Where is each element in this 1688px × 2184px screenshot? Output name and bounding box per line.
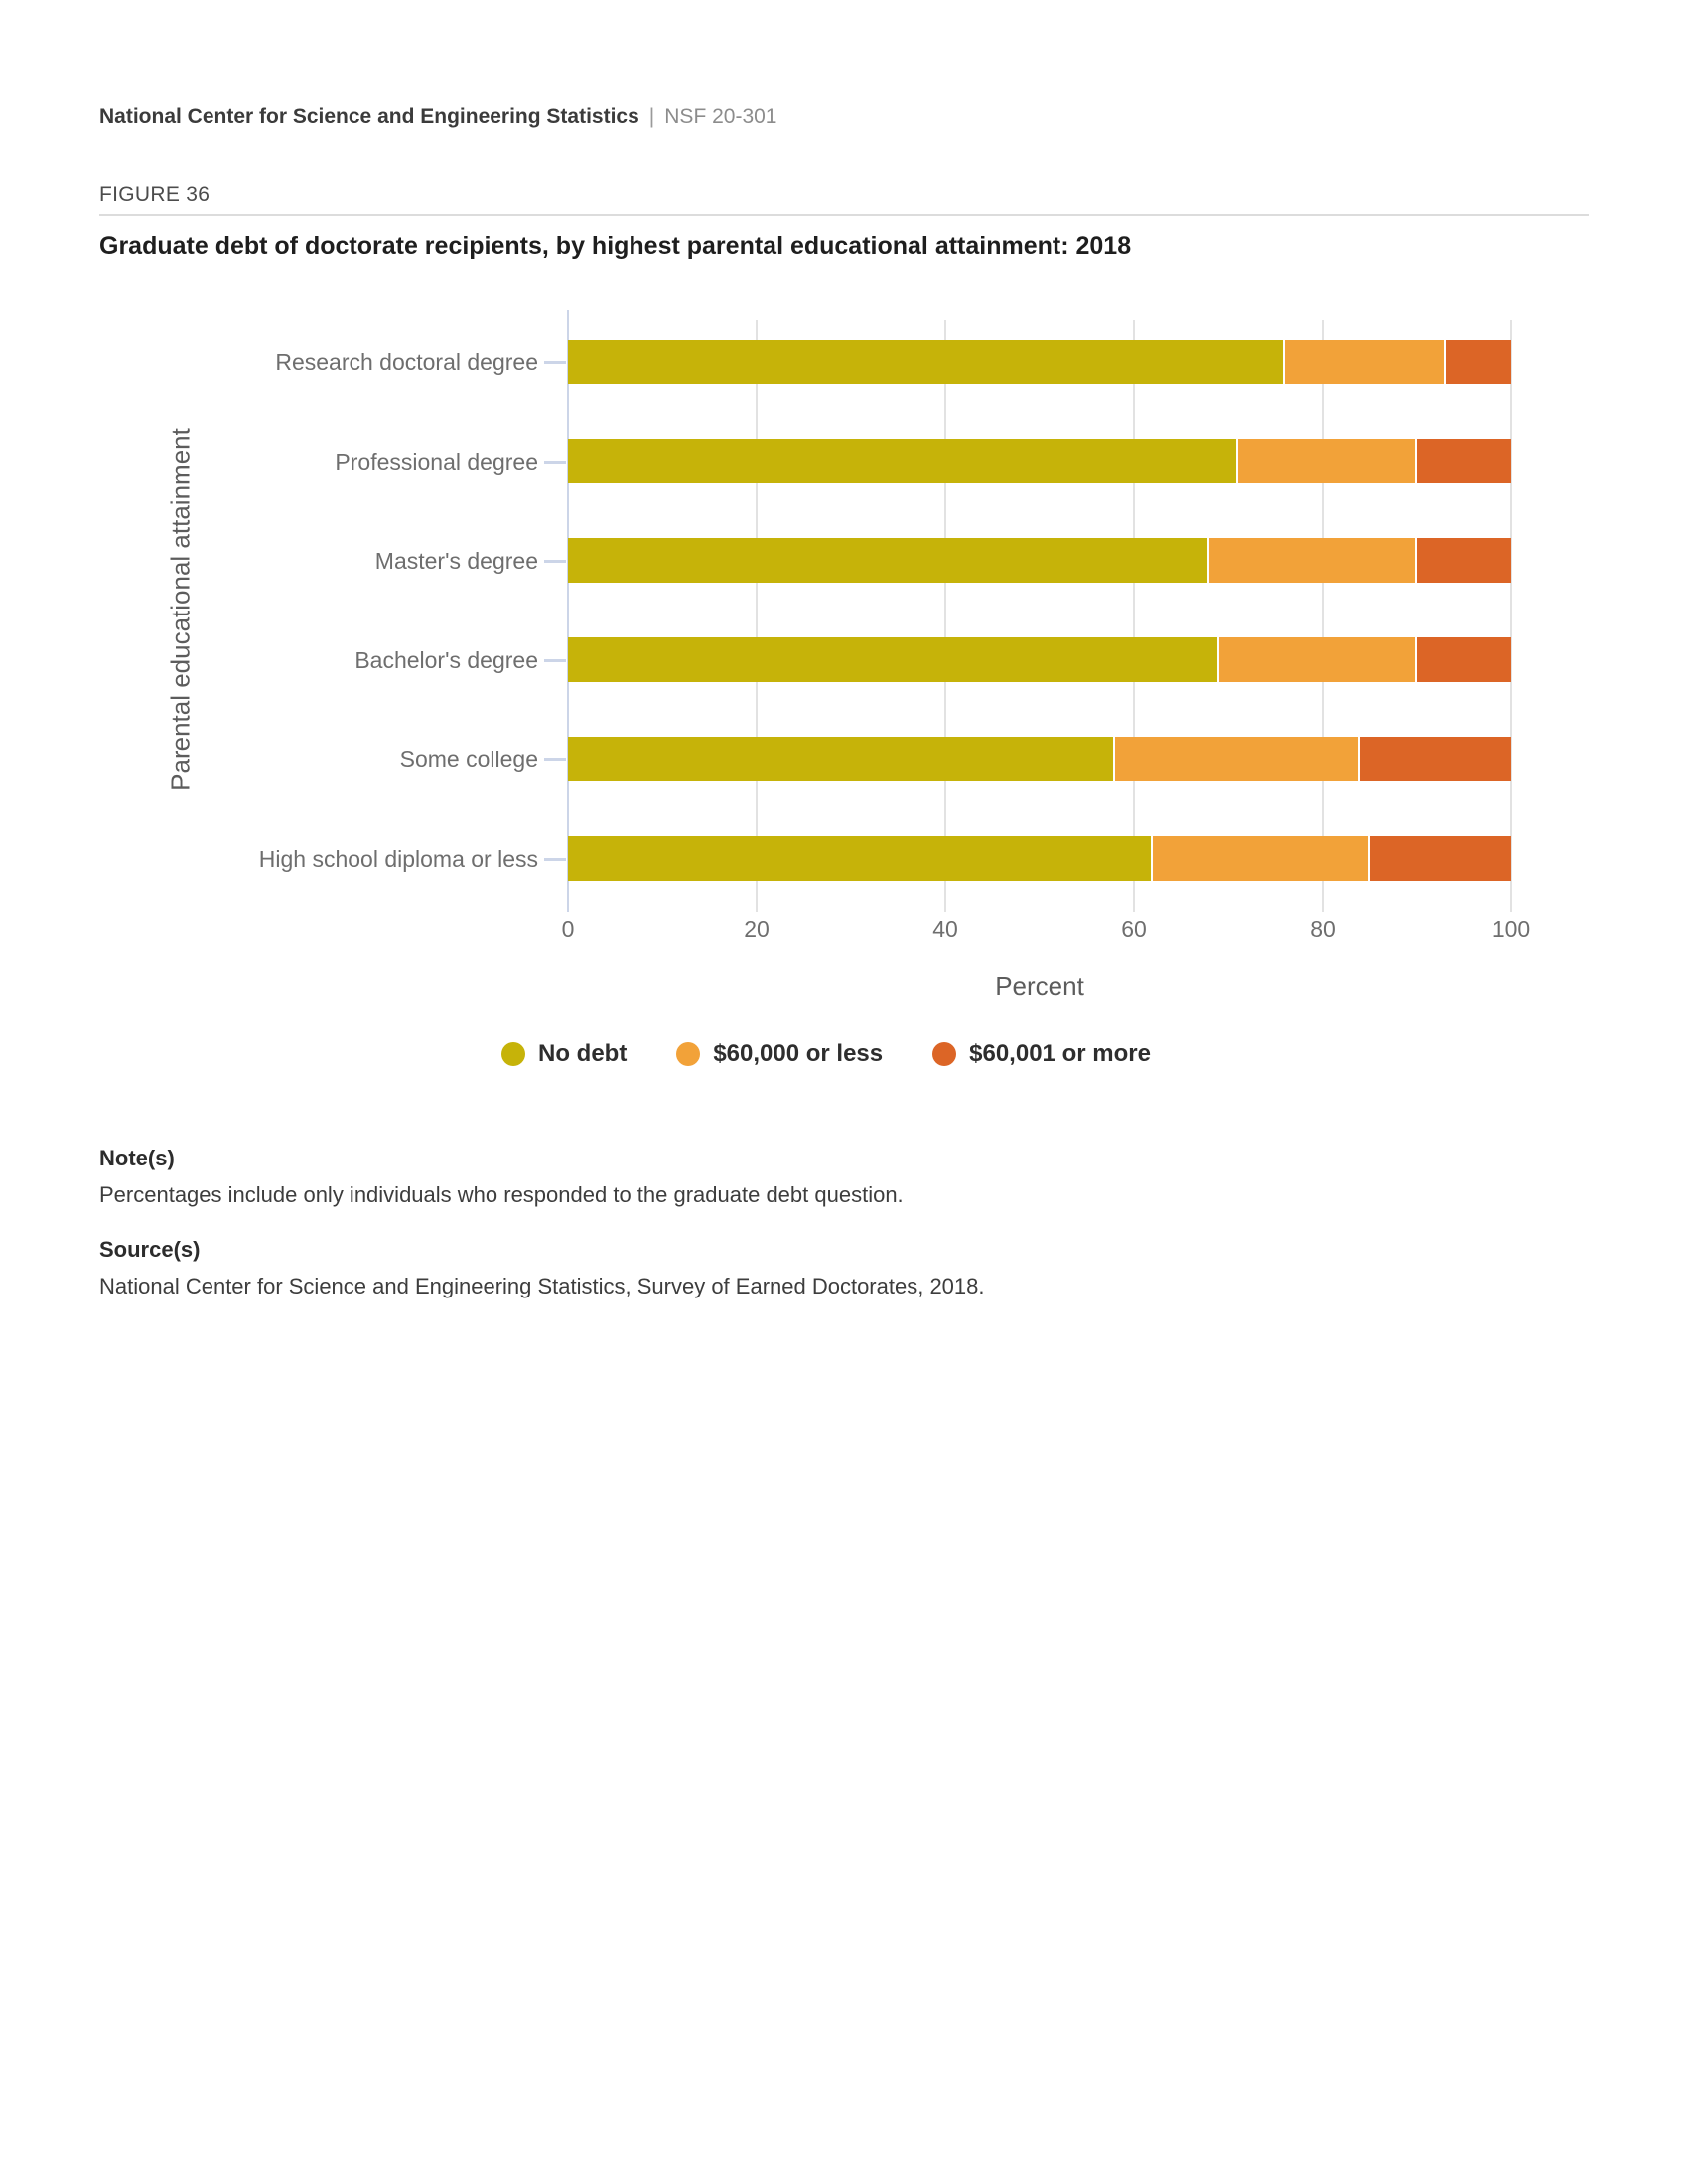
source-text: National Center for Science and Engineering Statistics, Survey of Earned Doctorates, 2018. [99,1274,985,1298]
bar-row-some-college [568,737,1511,781]
category-label-high-school-diploma-or-less: High school diploma or less [258,845,538,872]
category-label-research-doctoral-degree: Research doctoral degree [275,348,538,375]
gridline-20 [756,320,758,912]
notes-text: Percentages include only individuals who responded to the graduate debt question. [99,1182,904,1207]
bar-segment-60-000-or-less[interactable] [1115,737,1360,781]
bar-segment-no-debt[interactable] [568,637,1219,682]
bar-segment-60-001-or-more[interactable] [1370,836,1512,881]
bar-segment-60-000-or-less[interactable] [1238,439,1418,483]
bar-segment-60-000-or-less[interactable] [1285,340,1446,384]
figure-label: FIGURE 36 [99,183,211,205]
x-tick-label-0: 0 [561,916,575,942]
category-label-some-college: Some college [399,746,538,772]
bar-segment-60-001-or-more[interactable] [1360,737,1511,781]
bar-segment-60-001-or-more[interactable] [1446,340,1512,384]
y-axis-line [567,310,569,912]
legend-item-no-debt[interactable] [501,1040,627,1068]
bar-segment-60-001-or-more[interactable] [1417,538,1511,583]
org-name: National Center for Science and Engineering Statistics [99,105,639,128]
gridline-100 [1510,320,1512,912]
bar-segment-no-debt[interactable] [568,340,1285,384]
source-heading: Source(s) [99,1237,201,1262]
x-tick-label-20: 20 [744,916,770,942]
bar-segment-60-000-or-less[interactable] [1219,637,1418,682]
header-separator: | [648,105,655,128]
bar-segment-60-001-or-more[interactable] [1417,637,1511,682]
bar-segment-no-debt[interactable] [568,439,1238,483]
category-tick [544,461,566,464]
gridline-60 [1133,320,1135,912]
notes-heading: Note(s) [99,1146,175,1170]
gridline-80 [1322,320,1324,912]
legend-item-60-000-or-less[interactable] [676,1040,883,1068]
legend-label: No debt [538,1040,628,1067]
category-label-master-s-degree: Master's degree [374,547,538,574]
y-axis-title: Parental educational attainment [165,428,196,791]
plot-area [258,320,1531,942]
notes-section [99,1144,1489,1326]
legend-swatch-icon [932,1042,956,1066]
bar-segment-60-000-or-less[interactable] [1153,836,1370,881]
x-tick-label-80: 80 [1310,916,1336,942]
category-tick [544,659,566,662]
bar-segment-60-000-or-less[interactable] [1209,538,1417,583]
x-tick-label-60: 60 [1121,916,1147,942]
legend-label: $60,001 or more [969,1040,1151,1067]
category-tick [544,858,566,861]
chart-legend [501,1040,1151,1068]
legend-swatch-icon [501,1042,525,1066]
legend-swatch-icon [676,1042,700,1066]
bar-row-master-s-degree [568,538,1511,583]
bar-row-high-school-diploma-or-less [568,836,1511,881]
bar-segment-60-001-or-more[interactable] [1417,439,1511,483]
gridline-40 [944,320,946,912]
category-tick [544,361,566,364]
bar-segment-no-debt[interactable] [568,836,1153,881]
x-tick-label-100: 100 [1491,916,1531,942]
legend-item-60-001-or-more[interactable] [932,1040,1151,1068]
category-label-bachelor-s-degree: Bachelor's degree [354,646,538,673]
category-tick [544,758,566,761]
x-tick-label-40: 40 [932,916,958,942]
category-tick [544,560,566,563]
bar-row-bachelor-s-degree [568,637,1511,682]
category-label-professional-degree: Professional degree [335,448,538,475]
x-axis-title: Percent [995,971,1084,1001]
figure-title: Graduate debt of doctorate recipients, by highest parental educational attainment: 2018 [99,232,1132,260]
bar-row-professional-degree [568,439,1511,483]
bar-row-research-doctoral-degree [568,340,1511,384]
bar-segment-no-debt[interactable] [568,737,1115,781]
bar-segment-no-debt[interactable] [568,538,1209,583]
legend-label: $60,000 or less [713,1040,884,1067]
report-number: NSF 20-301 [664,105,777,128]
